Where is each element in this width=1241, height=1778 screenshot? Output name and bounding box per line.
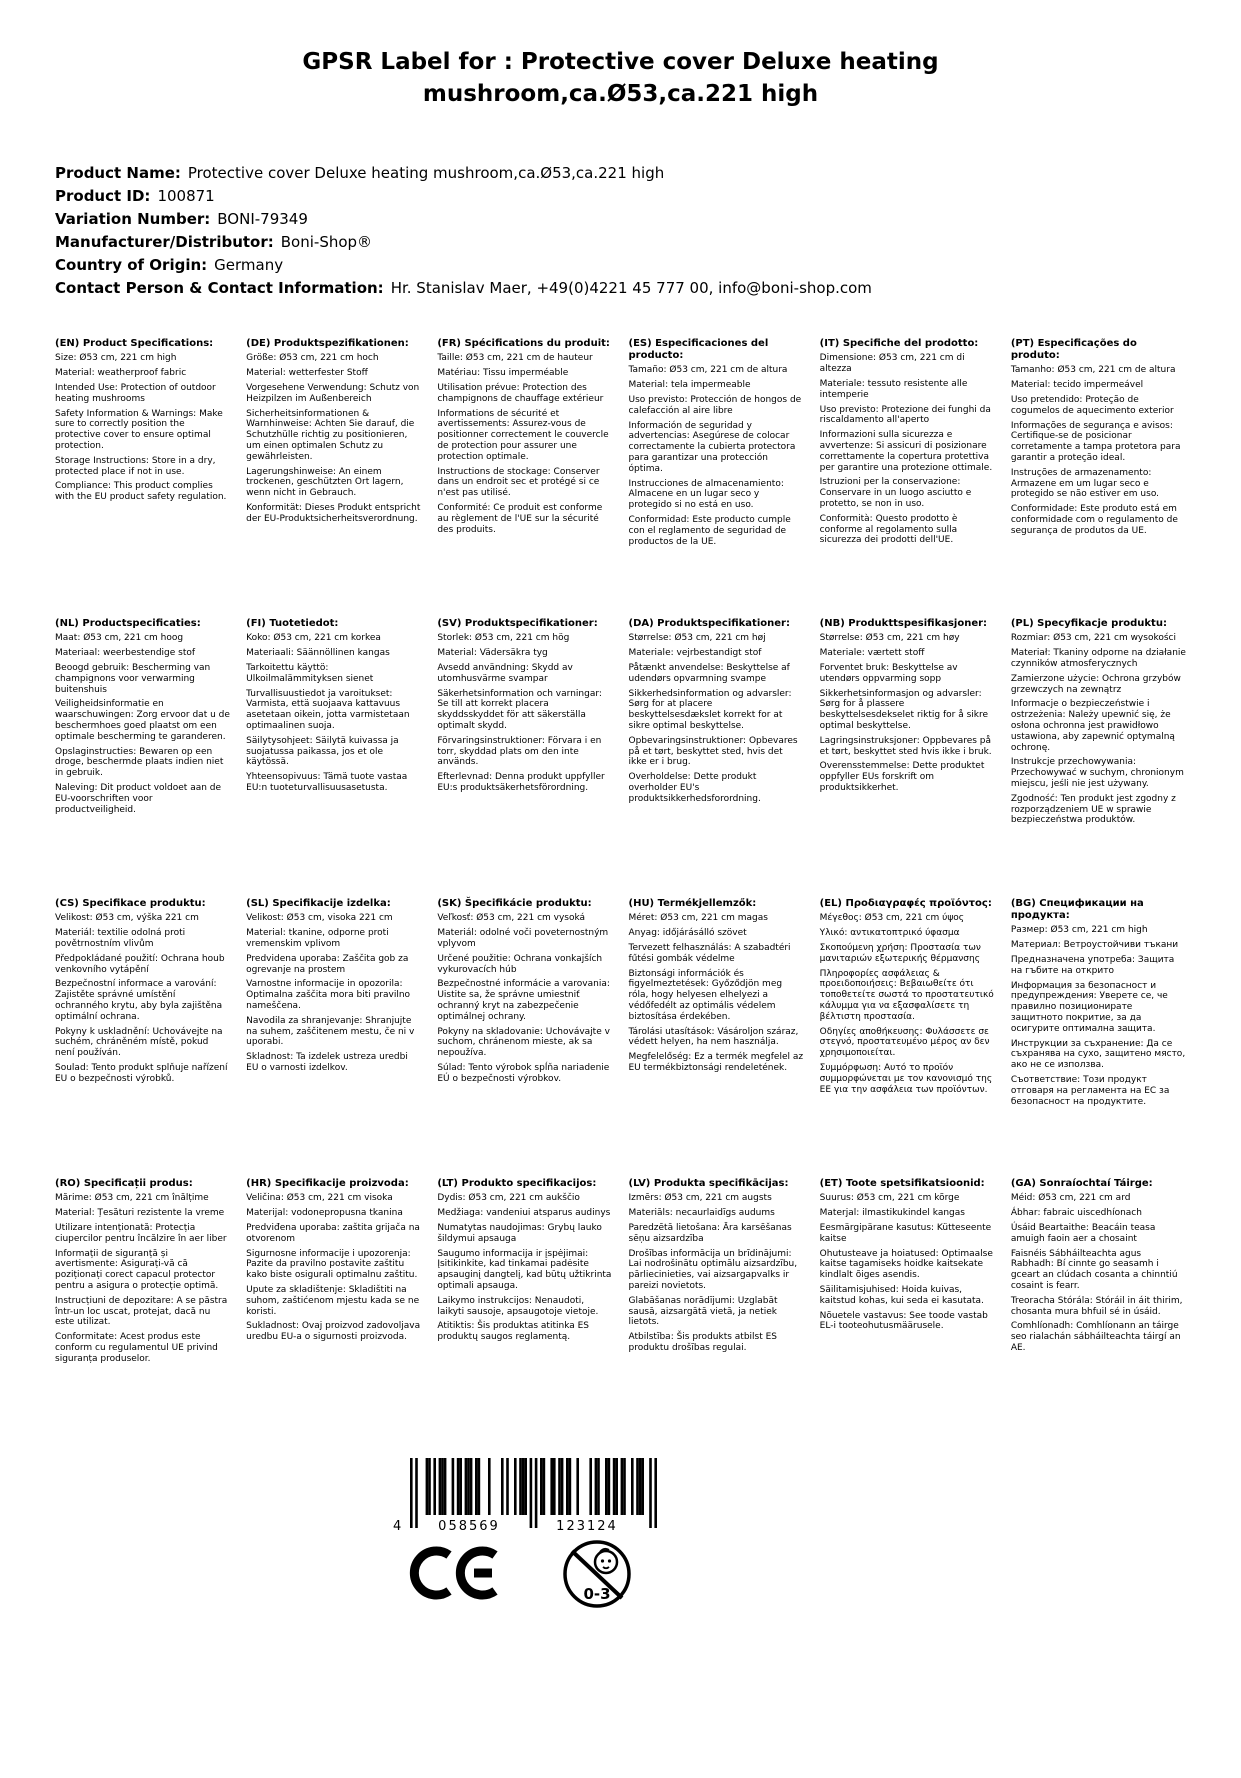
ce-mark-icon [408, 1546, 500, 1604]
spec-item: Turvallisuustiedot ja varoitukset: Varmista, että suojaava kattavuus asetetaan oikein, jotta varmistetaan optimaalinen suoja. [246, 688, 410, 731]
spec-block-hu [629, 898, 804, 1077]
spec-item: Instruções de armazenamento: Armazene em um lugar seco e protegido se não estiver em uso. [1010, 467, 1160, 500]
spec-item: Material: wetterfester Stoff [246, 368, 368, 379]
spec-header-es: (ES) Especificaciones del producto: [628, 338, 769, 362]
spec-header-el: (EL) Προδιαγραφές προϊόντος: [819, 898, 992, 910]
spec-item: Dimensione: Ø53 cm, 221 cm di altezza [819, 353, 965, 375]
spec-item: Materiale: værtett stoff [819, 648, 925, 659]
spec-item: Sikkerhetsinformasjon og advarsler: Sørg for å plassere beskyttelsesdekselet riktig for å sikre optimal beskyttelse. [819, 688, 989, 731]
spec-item: Velikost: Ø53 cm, výška 221 cm [55, 913, 199, 924]
spec-header-ga: (GA) Sonraíochtaí Táirge: [1010, 1178, 1153, 1190]
spec-item: Predvidena uporaba: Zaščita gob za ogrevanje na prostem [246, 953, 409, 975]
product-id-label: Product ID: [55, 187, 151, 206]
spec-item: Informacje o bezpieczeństwie i ostrzeżenia: Należy upewnić się, że osłona ochronna jest prawidłowo ustawiona, aby zapewnić optymalną ochronę. [1010, 699, 1175, 753]
spec-item: Materiál: textilie odolná proti povětrnostním vlivům [55, 928, 186, 949]
spec-item: Mărime: Ø53 cm, 221 cm înălțime [55, 1193, 209, 1204]
spec-item: Instrukcje przechowywania: Przechowywać w suchym, chronionym miejscu, jeśli nie jest używany. [1010, 757, 1184, 789]
spec-header-en: (EN) Product Specifications: [55, 338, 214, 350]
spec-item: Sigurnosne informacije i upozorenja: Pazite da pravilno postavite zaštitu kako biste osigurali optimalnu zaštitu. [246, 1248, 418, 1281]
spec-item: Materijal: vodonepropusna tkanina [246, 1208, 403, 1219]
spec-item: Predviđena uporaba: zaštita grijača na otvorenom [246, 1222, 420, 1244]
spec-row-1 [55, 338, 1186, 618]
spec-header-et: (ET) Toote spetsifikatsioonid: [819, 1178, 985, 1190]
spec-block-fr [437, 338, 612, 539]
spec-item: Forventet bruk: Beskyttelse av utendørs oppvarming sopp [819, 662, 958, 684]
spec-item: Størrelse: Ø53 cm, 221 cm høy [819, 633, 960, 644]
spec-item: Påtænkt anvendelse: Beskyttelse af udendørs opvarmning svampe [628, 662, 790, 684]
spec-item: Méid: Ø53 cm, 221 cm ard [1010, 1193, 1131, 1204]
spec-item: Overensstemmelse: Dette produktet oppfyller EUs forskrift om produktsikkerhet. [819, 761, 985, 793]
spec-item: Bezpečnostné informácie a varovania: Uistite sa, že správne umiestniť ochranný kryt na zabezpečenie optimálnej ochrany. [437, 979, 610, 1022]
spec-item: Yhteensopivuus: Tämä tuote vastaa EU:n tuoteturvallisuusasetusta. [246, 772, 408, 793]
spec-item: Compliance: This product complies with the EU product safety regulation. [55, 481, 227, 503]
spec-item: Maat: Ø53 cm, 221 cm hoog [55, 633, 184, 644]
spec-item: Avsedd användning: Skydd av utomhusvärme svampar [437, 662, 573, 684]
spec-item: Material: Țesături rezistente la vreme [55, 1208, 225, 1219]
spec-item: Ohutusteave ja hoiatused: Optimaalse kaitse tagamiseks hoidke kaitsekate kindlalt õiges asendis. [819, 1248, 993, 1281]
spec-header-sl: (SL) Specifikacije izdelka: [246, 898, 391, 910]
spec-header-bg: (BG) Спецификации на продукта: [1010, 898, 1144, 922]
spec-item: Material: tkanine, odporne proti vremenskim vplivom [246, 928, 389, 949]
product-id-value: 100871 [157, 187, 215, 206]
spec-item: Materiale: tessuto resistente alle intemperie [819, 378, 968, 400]
spec-item: Tarkoitettu käyttö: Ulkoilmalämmityksen sienet [246, 662, 374, 684]
spec-item: Megfelelőség: Ez a termék megfelel az EU termékbiztonsági rendeletének. [628, 1052, 804, 1073]
spec-item: Säilytysohjeet: Säilytä kuivassa ja suojatussa paikassa, jos et ole käytössä. [246, 735, 399, 768]
spec-item: Beoogd gebruik: Bescherming van champignons voor verwarming buitenshuis [55, 662, 211, 695]
spec-item: Μέγεθος: Ø53 cm, 221 cm ύψος [819, 913, 965, 924]
spec-header-hr: (HR) Specifikacije proizvoda: [246, 1178, 409, 1190]
spec-item: Materjal: ilmastikukindel kangas [819, 1208, 965, 1219]
spec-block-it [820, 338, 995, 550]
spec-item: Οδηγίες αποθήκευσης: Φυλάσσετε σε στεγνό, προστατευμένο μέρος αν δεν χρησιμοποιείται. [819, 1026, 990, 1059]
spec-item: Informations de sécurité et avertissements: Assurez-vous de positionner correctement le couvercle de protection pour assurer une protection optimale. [437, 408, 609, 462]
spec-header-hu: (HU) Termékjellemzők: [628, 898, 757, 910]
spec-block-ga [1011, 1178, 1186, 1357]
manufacturer-label: Manufacturer/Distributor: [55, 233, 274, 252]
spec-item: Matériau: Tissu imperméable [437, 368, 569, 379]
spec-item: Instructions de stockage: Conserver dans un endroit sec et protégé si ce n'est pas utilisé. [437, 466, 600, 499]
spec-block-de [246, 338, 421, 528]
spec-item: Rozmiar: Ø53 cm, 221 cm wysokości [1010, 633, 1176, 644]
spec-item: Materiał: Tkaniny odporne na działanie czynników atmosferycznych [1010, 648, 1186, 669]
spec-item: Pokyny na skladovanie: Uchovávajte v suchom, chránenom mieste, ak sa nepoužíva. [437, 1026, 610, 1059]
spec-block-lt [437, 1178, 612, 1347]
spec-item: Utilizare intenționată: Protecția ciupercilor pentru încălzire în aer liber [55, 1222, 227, 1244]
spec-item: Υλικό: αντικατοπτρικό ύφασμα [819, 928, 960, 939]
product-name-label: Product Name: [55, 164, 181, 183]
spec-header-nb: (NB) Produkttspesifikasjoner: [819, 618, 988, 630]
spec-item: Størrelse: Ø53 cm, 221 cm høj [628, 633, 766, 644]
product-name-row [55, 162, 1241, 185]
variation-number-row [55, 208, 1241, 231]
spec-item: Sicherheitsinformationen & Warnhinweise: Achten Sie darauf, die Schutzhülle richtig zu positionieren, um einen optimalen Schutz zu gewährleisten. [246, 408, 415, 462]
product-info [55, 162, 1241, 300]
barcode-left-digit: 4 [393, 1519, 402, 1535]
spec-row-3 [55, 898, 1186, 1178]
spec-item: Atitiktis: Šis produktas atitinka ES produktų saugos reglamentą. [437, 1321, 590, 1343]
product-id-row [55, 185, 1241, 208]
spec-header-fi: (FI) Tuotetiedot: [246, 618, 339, 630]
spec-item: Dydis: Ø53 cm, 221 cm aukščio [437, 1193, 580, 1204]
spec-header-it: (IT) Specifiche del prodotto: [819, 338, 979, 350]
spec-item: Conformidade: Este produto está em conformidade com o regulamento de segurança de produtos da UE. [1010, 504, 1178, 536]
spec-block-hr [246, 1178, 421, 1347]
spec-header-fr: (FR) Spécifications du produit: [437, 338, 610, 350]
spec-block-nl [55, 618, 230, 819]
bottom-marks [0, 1458, 1241, 1778]
spec-item: Conformidad: Este producto cumple con el reglamento de seguridad de productos de la UE. [628, 514, 791, 547]
spec-item: Uso pretendido: Proteção de cogumelos de aquecimento exterior [1010, 394, 1174, 416]
spec-item: Съответствие: Този продукт отговаря на регламента на ЕС за безопасност на продуктите. [1010, 1074, 1170, 1107]
spec-item: Soulad: Tento produkt splňuje nařízení EU o bezpečnosti výrobků. [55, 1062, 228, 1084]
spec-item: Paredzētā lietošana: Āra karsēšanas sēņu aizsardzība [628, 1222, 792, 1244]
spec-item: Sukladnost: Ovaj proizvod zadovoljava uredbu EU-a o sigurnosti proizvoda. [246, 1321, 421, 1343]
spec-item: Lagerungshinweise: An einem trockenen, geschützten Ort lagern, wenn nicht in Gebrauch. [246, 466, 404, 499]
country-of-origin-row [55, 254, 1241, 277]
spec-header-lt: (LT) Produkto specifikacijos: [437, 1178, 597, 1190]
spec-item: Biztonsági információk és figyelmeztetések: Győződjön meg róla, hogy helyesen elhelyezi a védőfedélt az optimális védelem biztosítása érdekében. [628, 968, 783, 1022]
spec-item: Opslaginstructies: Bewaren op een droge, beschermde plaats indien niet in gebruik. [55, 746, 224, 779]
spec-item: Uso previsto: Protección de hongos de calefacción al aire libre [628, 394, 802, 416]
spec-block-nb [820, 618, 995, 797]
ean13-barcode [393, 1458, 657, 1535]
spec-item: Eesmärgipärane kasutus: Kütteseente kaitse [819, 1222, 992, 1244]
spec-block-cs [55, 898, 230, 1088]
spec-block-el [820, 898, 995, 1099]
country-of-origin-label: Country of Origin: [55, 256, 208, 275]
spec-row-4 [55, 1178, 1186, 1458]
spec-block-bg [1011, 898, 1186, 1111]
spec-item: Předpokládané použití: Ochrana houb venkovního vytápění [55, 953, 225, 975]
spec-item: Opbevaringsinstruktioner: Opbevares på et tørt, beskyttet sted, hvis det ikke er i brug. [628, 735, 798, 768]
spec-item: Материал: Ветроустойчиви тъкани [1010, 940, 1179, 951]
spec-item: Veľkosť: Ø53 cm, 221 cm vysoká [437, 913, 586, 924]
spec-header-da: (DA) Produktspecifikationer: [628, 618, 790, 630]
spec-item: Vorgesehene Verwendung: Schutz von Heizpilzen im Außenbereich [246, 382, 420, 404]
spec-item: Méret: Ø53 cm, 221 cm magas [628, 913, 768, 924]
spec-block-sk [437, 898, 612, 1088]
contact-row [55, 277, 1241, 300]
spec-header-nl: (NL) Productspecificaties: [55, 618, 201, 630]
spec-item: Treoracha Stórála: Stóráil in áit thirim, chosanta mura bhfuil sé in úsáid. [1010, 1295, 1183, 1317]
spec-item: Veličina: Ø53 cm, 221 cm visoka [246, 1193, 393, 1204]
spec-item: Navodila za shranjevanje: Shranjujte na suhem, zaščitenem mestu, če ni v uporabi. [246, 1015, 415, 1048]
contact-value: Hr. Stanislav Maer, +49(0)4221 45 777 00, info@boni-shop.com [390, 279, 872, 298]
spec-block-lv [629, 1178, 804, 1357]
spec-item: Storage Instructions: Store in a dry, protected place if not in use. [55, 455, 216, 477]
spec-header-cs: (CS) Specifikace produktu: [55, 898, 206, 910]
contact-label: Contact Person & Contact Information: [55, 279, 384, 298]
spec-item: Numatytas naudojimas: Grybų lauko šildymui apsauga [437, 1222, 602, 1244]
barcode-bars-icon [410, 1458, 657, 1528]
spec-item: Tárolási utasítások: Vásároljon száraz, védett helyen, ha nem használja. [628, 1026, 799, 1048]
spec-item: Materiaal: weerbestendige stof [55, 648, 196, 659]
spec-item: Istruzioni per la conservazione: Conservare in un luogo asciutto e protetto, se non in uso. [819, 477, 972, 509]
spec-block-da [629, 618, 804, 808]
spec-item: Tamanho: Ø53 cm, 221 cm de altura [1010, 365, 1176, 376]
spec-item: Informații de siguranță și avertismente: Asigurați-vă că poziționați corect capacul protector pentru a asigura o protecție optimă. [55, 1248, 219, 1291]
spec-item: Comhlíonadh: Comhlíonann an táirge seo rialachán sábháilteachta táirgí an AE. [1010, 1321, 1181, 1353]
spec-item: Säilitamisjuhised: Hoida kuivas, kaitstud kohas, kui seda ei kasutata. [819, 1284, 984, 1306]
variation-number-label: Variation Number: [55, 210, 211, 229]
spec-item: Izmērs: Ø53 cm, 221 cm augsts [628, 1193, 772, 1204]
spec-item: Koko: Ø53 cm, 221 cm korkea [246, 633, 381, 644]
spec-item: Materiāls: necaurlaidīgs audums [628, 1208, 775, 1219]
barcode-group1: 058569 [438, 1519, 500, 1535]
spec-item: Materiál: odolné voči poveternostným vplyvom [437, 928, 609, 949]
spec-header-sv: (SV) Produktspecifikationer: [437, 618, 598, 630]
spec-item: Πληροφορίες ασφάλειας & προειδοποιήσεις: Βεβαιωθείτε ότι τοποθετείτε σωστά το προστατευτικό κάλυμμα για να εξασφαλίσετε τη βέλτιστη προστασία. [819, 968, 994, 1022]
spec-item: Saugumo informacija ir įspėjimai: Įsitikinkite, kad tinkamai padėsite apsauginį dangtelį, kad būtų užtikrinta optimali apsauga. [437, 1248, 612, 1291]
spec-item: Overholdelse: Dette produkt overholder EU's produktsikkerhedsforordning. [628, 772, 761, 804]
spec-item: Tervezett felhasználás: A szabadtéri fűtési gombák védelme [628, 942, 791, 964]
spec-item: Medžiaga: vandeniui atsparus audinys [437, 1208, 611, 1219]
spec-item: Súlad: Tento výrobok spĺňa nariadenie EÚ o bezpečnosti výrobkov. [437, 1062, 610, 1084]
spec-header-pl: (PL) Specyfikacje produktu: [1010, 618, 1167, 630]
spec-item: Glabāšanas norādījumi: Uzglabāt sausā, aizsargātā vietā, ja netiek lietots. [628, 1295, 778, 1328]
spec-row-2 [55, 618, 1186, 898]
spec-item: Informazioni sulla sicurezza e avvertenze: Si assicuri di posizionare correttamente la copertura protettiva per garantire una protezione ottimale. [819, 430, 993, 473]
spec-item: Инструкции за съхранение: Да се съхранява на сухо, защитено място, ако не се използва. [1010, 1038, 1186, 1071]
svg-text:0-3: 0-3 [583, 1585, 611, 1604]
spec-item: Material: tecido impermeável [1010, 380, 1144, 391]
manufacturer-value: Boni-Shop® [280, 233, 373, 252]
spec-header-de: (DE) Produktspezifikationen: [246, 338, 409, 350]
spec-block-es [629, 338, 804, 551]
spec-item: Atbilstība: Šis produkts atbilst ES produktu drošības regulai. [628, 1332, 778, 1353]
spec-item: Información de seguridad y advertencias: Asegúrese de colocar correctamente la cubierta protectora para garantizar una protección óptima. [628, 420, 796, 474]
spec-item: Safety Information & Warnings: Make sure to correctly position the protective cover to ensure optimal protection. [55, 408, 223, 451]
spec-item: Materiale: vejrbestandigt stof [628, 648, 762, 659]
spec-item: Größe: Ø53 cm, 221 cm hoch [246, 353, 379, 364]
barcode-group2: 123124 [556, 1519, 618, 1535]
spec-item: Σκοπούμενη χρήση: Προστασία των μανιταριών εξωτερικής θέρμανσης [819, 942, 981, 964]
spec-item: Laikymo instrukcijos: Nenaudoti, laikyti sausoje, apsaugotoje vietoje. [437, 1295, 599, 1317]
spec-block-et [820, 1178, 995, 1336]
variation-number-value: BONI-79349 [217, 210, 308, 229]
spec-item: Veiligheidsinformatie en waarschuwingen: Zorg ervoor dat u de beschermhoes goed plaatst om een optimale bescherming te garanderen. [55, 699, 230, 742]
spec-item: Material: weatherproof fabric [55, 368, 187, 379]
spec-item: Sikkerhedsinformation og advarsler: Sørg for at placere beskyttelsesdækslet korrekt for at sikre optimal beskyttelse. [628, 688, 792, 731]
spec-item: Utilisation prévue: Protection des champignons de chauffage extérieur [437, 382, 604, 404]
spec-item: Предназначена употреба: Защита на гъбите на открито [1010, 954, 1175, 976]
spec-item: Conformitate: Acest produs este conform cu regulamentul UE privind siguranța produselor. [55, 1332, 218, 1364]
spec-item: Upute za skladištenje: Skladištiti na suhom, zaštićenom mjestu kada se ne koristi. [246, 1284, 420, 1317]
spec-item: Taille: Ø53 cm, 221 cm de hauteur [437, 353, 593, 364]
spec-block-pt [1011, 338, 1186, 540]
spec-item: Bezpečnostní informace a varování: Zajistěte správné umístění ochranného krytu, aby byla zajištěna optimální ochrana. [55, 979, 223, 1022]
spec-item: Lagringsinstruksjoner: Oppbevares på et tørt, beskyttet sted hvis ikke i bruk. [819, 735, 992, 757]
spec-item: Úsáid Beartaithe: Beacáin teasa amuigh faoin aer a chosaint [1010, 1222, 1156, 1244]
spec-item: Anyag: időjárásálló szövet [628, 928, 747, 939]
spec-item: Zgodność: Ten produkt jest zgodny z rozporządzeniem UE w sprawie bezpieczeństwa produktów. [1010, 793, 1176, 826]
spec-item: Instrucciones de almacenamiento: Almacene en un lugar seco y protegido si no está en uso. [628, 478, 784, 511]
spec-item: Intended Use: Protection of outdoor heating mushrooms [55, 382, 216, 404]
spec-item: Uso previsto: Protezione dei funghi da riscaldamento all'aperto [819, 404, 991, 426]
page-title: GPSR Label for : Protective cover Deluxe heating mushroom,ca.Ø53,ca.221 high [302, 49, 939, 108]
spec-item: Varnostne informacije in opozorila: Optimalna zaščita mora biti pravilno nameščena. [246, 979, 411, 1011]
spec-item: Säkerhetsinformation och varningar: Se till att korrekt placera skyddsskyddet för att säkerställa optimalt skydd. [437, 688, 602, 731]
spec-item: Suurus: Ø53 cm, 221 cm kõrge [819, 1193, 960, 1204]
spec-item: Naleving: Dit product voldoet aan de EU-voorschriften voor productveiligheid. [55, 782, 222, 815]
spec-item: Pokyny k uskladnění: Uchovávejte na suchém, chráněném místě, pokud není používán. [55, 1026, 223, 1059]
spec-header-ro: (RO) Specificații produs: [55, 1178, 193, 1190]
spec-item: Informações de segurança e avisos: Certifique-se de posicionar corretamente a tampa protetora para garantir a proteção ideal. [1010, 420, 1181, 463]
spec-block-en [55, 338, 230, 507]
spec-item: Zamierzone użycie: Ochrona grzybów grzewczych na zewnątrz [1010, 673, 1181, 695]
spec-item: Materiaali: Säännöllinen kangas [246, 648, 390, 659]
language-spec-grid [55, 338, 1186, 1458]
spec-item: Размер: Ø53 cm, 221 cm high [1010, 925, 1148, 936]
spec-item: Instrucțiuni de depozitare: A se păstra într-un loc uscat, protejat, dacă nu este utilizat. [55, 1295, 228, 1328]
spec-item: Conformità: Questo prodotto è conforme al regolamento sulla sicurezza dei prodotti dell'UE. [819, 513, 958, 546]
spec-block-ro [55, 1178, 230, 1368]
spec-header-lv: (LV) Produkta specifikācijas: [628, 1178, 789, 1190]
spec-item: Material: Vädersäkra tyg [437, 648, 548, 659]
spec-item: Förvaringsinstruktioner: Förvara i en torr, skyddad plats om den inte används. [437, 735, 602, 768]
spec-item: Size: Ø53 cm, 221 cm high [55, 353, 177, 364]
country-of-origin-value: Germany [214, 256, 284, 275]
spec-block-fi [246, 618, 421, 797]
manufacturer-row [55, 231, 1241, 254]
spec-item: Konformität: Dieses Produkt entspricht der EU-Produktsicherheitsverordnung. [246, 502, 421, 524]
spec-item: Velikost: Ø53 cm, visoka 221 cm [246, 913, 393, 924]
spec-item: Material: tela impermeable [628, 380, 751, 391]
spec-item: Conformité: Ce produit est conforme au règlement de l'UE sur la sécurité des produits. [437, 502, 603, 535]
spec-item: Nõuetele vastavus: See toode vastab EL-i tooteohutusmäärusele. [819, 1310, 988, 1332]
spec-item: Faisnéis Sábháilteachta agus Rabhadh: Bí cinnte go seasamh i gceart an clúdach cosanta a chinntiú cosaint is fearr. [1010, 1248, 1178, 1291]
spec-item: Tamaño: Ø53 cm, 221 cm de altura [628, 365, 788, 376]
spec-header-sk: (SK) Špecifikácie produktu: [437, 898, 592, 910]
spec-item: Информация за безопасност и предупреждения: Уверете се, че правилно позиционирате защитното покритие, за да осигурите оптимална защита. [1010, 980, 1168, 1034]
spec-block-sv [437, 618, 612, 797]
age-0-3-warning-icon [560, 1532, 634, 1626]
product-name-value: Protective cover Deluxe heating mushroom,ca.Ø53,ca.221 high [187, 164, 665, 183]
spec-block-sl [246, 898, 421, 1077]
spec-item: Συμμόρφωση: Αυτό το προϊόν συμμορφώνεται με τον κανονισμό της ΕΕ για την ασφάλεια των προϊόντων. [819, 1062, 993, 1095]
spec-item: Ábhar: fabraic uiscedhíonach [1010, 1208, 1142, 1219]
spec-item: Drošības informācija un brīdinājumi: Lai nodrošinātu optimālu aizsardzību, pārliecinieties, vai aizsargapvalks ir pareizi novietots. [628, 1248, 798, 1291]
spec-block-pl [1011, 618, 1186, 830]
spec-item: Efterlevnad: Denna produkt uppfyller EU:s produktsäkerhetsförordning. [437, 772, 605, 793]
spec-item: Skladnost: Ta izdelek ustreza uredbi EU o varnosti izdelkov. [246, 1052, 408, 1073]
spec-item: Určené použitie: Ochrana vonkajších vykurovacích húb [437, 953, 603, 975]
spec-header-pt: (PT) Especificações do produto: [1010, 338, 1137, 362]
spec-item: Storlek: Ø53 cm, 221 cm hög [437, 633, 570, 644]
